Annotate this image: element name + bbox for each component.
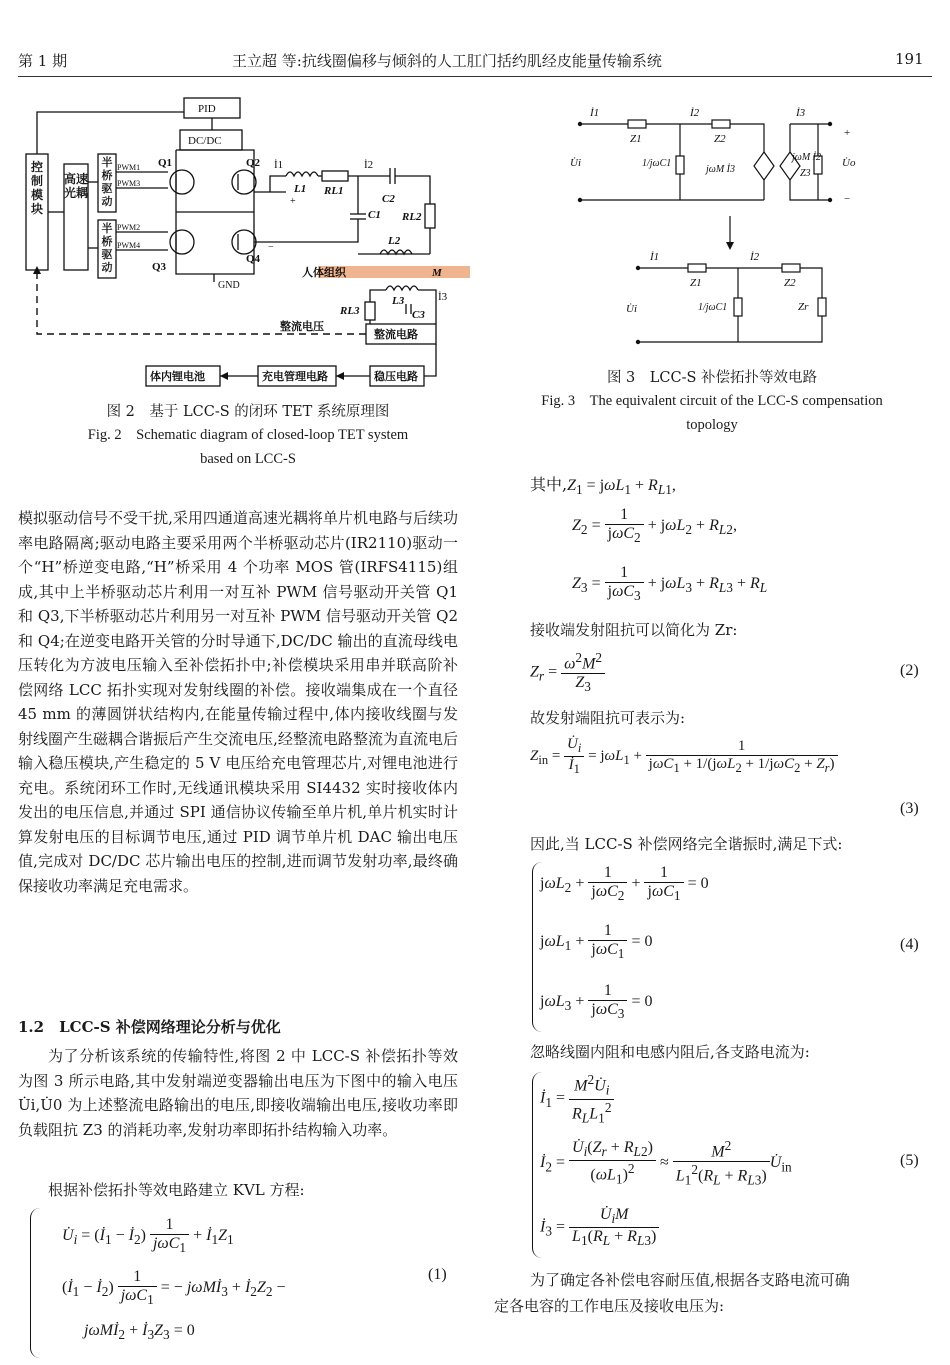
eq4-line2: jωL$_1$ + $\frac{1}{j\omega C_1}$ = 0 xyxy=(540,922,653,962)
c1-bottom-label: 1/jωC1 xyxy=(698,302,728,313)
z1-top-label: Z1 xyxy=(630,133,642,145)
plus-sign: + xyxy=(290,196,296,207)
header-rule xyxy=(18,76,932,77)
l2-label: L2 xyxy=(388,235,401,247)
fig3-caption-en-1: Fig. 3 The equivalent circuit of the LCC-S compensation xyxy=(541,393,883,409)
mosfet-q2 xyxy=(232,170,256,194)
eq1-line1: $U̇_i$ = ($İ_1$ − $İ_2$) $\frac{1}{j\omega C_1}$ + $İ_1Z_1$ xyxy=(62,1216,234,1256)
z2-bottom xyxy=(782,264,800,272)
z1-bottom-label: Z1 xyxy=(690,277,702,289)
paragraph-final-1: 为了确定各补偿电容耐压值,根据各支路电流可确 xyxy=(530,1271,850,1289)
control-label: 控制模块 xyxy=(30,160,43,216)
charge-label: 充电管理电路 xyxy=(262,371,328,383)
eq1-brace xyxy=(30,1208,53,1358)
plus-top: + xyxy=(844,127,851,139)
fig2-schematic xyxy=(18,92,478,392)
pwm4-label: PWM4 xyxy=(117,241,141,250)
rl2-label: RL2 xyxy=(402,211,422,223)
l3-label: L3 xyxy=(392,295,405,307)
paragraph-input: 故发射端阻抗可表示为: xyxy=(530,709,686,727)
source1 xyxy=(754,152,774,180)
gnd-label: GND xyxy=(218,280,240,291)
l1-label: L1 xyxy=(294,183,307,195)
paragraph-currents: 忽略线圈内阻和电感内阻后,各支路电流为: xyxy=(530,1043,810,1061)
section-heading: 1.2 LCC-S 补偿网络理论分析与优化 xyxy=(18,1018,281,1036)
paragraph-analysis: 为了分析该系统的传输特性,将图 2 中 LCC-S 补偿拓扑等效为图 3 所示电路,其中发射端逆变器输出电压为下图中的输入电压 U̇i,U̇0 为上述整流电路输出的电压,即接收端输出电压,接收功率即负载阻抗 Z3 的消耗功率,发射功率即拓扑结构输入功率。 xyxy=(18,1047,458,1139)
c3-label: C3 xyxy=(412,309,425,321)
rl3-label: RL3 xyxy=(340,305,360,317)
tissue-label: 人体组织 xyxy=(302,267,346,279)
src1-label: jωM İ3 xyxy=(706,164,735,175)
z2-definition: $Z_2$ = $\frac{1}{j\omega C_2}$ + $j\omega L_2 + R_{L2}$, xyxy=(572,506,737,546)
regulator-label: 稳压电路 xyxy=(374,371,418,383)
rectifier-label: 整流电路 xyxy=(374,329,418,341)
eq5-line2: $İ_2$ = $\frac{U̇_i(Z_r + R_{L2})}{(\omega L_1)^2}$ ≈ $\frac{M^2}{L_1^2(R_L + R_{L3})}$ $U̇_{in}$ xyxy=(540,1138,792,1188)
eq5-line3: $İ_3$ = $\frac{U̇_iM}{L_1(R_L + R_{L3})}$ xyxy=(540,1206,659,1249)
z1-definition: 其中$,Z_1 = j\omega L_1 + R_{L1}$, xyxy=(530,475,676,498)
optocoupler-label: 高速光耦 xyxy=(64,172,89,200)
q2-label: Q2 xyxy=(246,157,261,169)
where-label: 其中, xyxy=(530,475,568,494)
minus-top: − xyxy=(844,193,851,205)
running-title: 王立超 等:抗线圈偏移与倾斜的人工肛门括约肌经皮能量传输系统 xyxy=(232,52,662,70)
eq4-number: (4) xyxy=(900,936,919,953)
c1-bottom xyxy=(734,298,742,316)
rl3-resistor xyxy=(365,302,375,320)
fig2-caption-en-1: Fig. 2 Schematic diagram of closed-loop TET system xyxy=(87,427,409,443)
paragraph-final-2: 定各电容的工作电压及接收电压为: xyxy=(494,1297,725,1315)
fig2-caption-cn: 图 2 基于 LCC-S 的闭环 TET 系统原理图 xyxy=(106,404,390,420)
rect-voltage-label: 整流电压 xyxy=(280,321,324,333)
pid-label: PID xyxy=(198,103,216,115)
c1-top-label: 1/jωC1 xyxy=(642,158,672,169)
z3-definition: $Z_3$ = $\frac{1}{j\omega C_3}$ + $j\omega L_3 + R_{L3} + R_L$ xyxy=(572,564,768,604)
paragraph-kvl: 根据补偿拓扑等效电路建立 KVL 方程: xyxy=(48,1181,305,1199)
i1-label: İ1 xyxy=(274,159,284,171)
issue-number: 第 1 期 xyxy=(18,52,68,70)
page-number: 191 xyxy=(895,50,924,68)
eq3: $Z_{in}$ = $\frac{U̇_i}{İ_1}$ = jωL$_1$ + $\frac{1}{j\omega C_1 + 1/(j\omega L_2 + 1/j\omega C_2 + Z_r)}$ xyxy=(530,736,838,777)
i2-top-label: İ2 xyxy=(690,107,700,119)
i3-label: İ3 xyxy=(438,291,448,303)
left-body xyxy=(18,506,458,898)
eq1-line2: ($İ_1$ − $İ_2$) $\frac{1}{j\omega C_1}$ = − jωMİ$_3$ + $İ_2Z_2$ − xyxy=(62,1268,286,1308)
c1-label: C1 xyxy=(368,209,381,221)
uo-top-label: U̇o xyxy=(842,157,856,169)
z2-top xyxy=(712,120,730,128)
fig2-caption-en-2: based on LCC-S xyxy=(200,451,296,467)
i2-label: İ2 xyxy=(364,159,374,171)
eq5-number: (5) xyxy=(900,1152,919,1169)
c2-label: C2 xyxy=(382,193,395,205)
z1-bottom xyxy=(688,264,706,272)
halfbridge2-label: 半桥驱动 xyxy=(101,222,113,274)
q4-label: Q4 xyxy=(246,253,261,265)
eq3-number: (3) xyxy=(900,800,919,817)
eq4-line3: jωL$_3$ + $\frac{1}{j\omega C_3}$ = 0 xyxy=(540,982,653,1022)
rl1-resistor xyxy=(322,171,348,181)
i1-top-label: İ1 xyxy=(590,107,600,119)
eq5-line1: $İ_1$ = $\frac{M^2U̇_i}{R_LL_1^2}$ xyxy=(540,1072,614,1126)
i2-bottom-label: İ2 xyxy=(750,251,760,263)
mosfet-q3 xyxy=(170,230,194,254)
eq2: $Z_r$ = $\frac{\omega^2M^2}{Z_3}$ xyxy=(530,650,605,696)
zr-bottom xyxy=(818,298,826,316)
halfbridge1-label: 半桥驱动 xyxy=(101,156,113,208)
i1-bottom-label: İ1 xyxy=(650,251,660,263)
eq1-number: (1) xyxy=(428,1266,447,1283)
z2-top-label: Z2 xyxy=(714,133,726,145)
mosfet-q4 xyxy=(232,230,256,254)
z3-top-label: Z3 xyxy=(800,168,811,179)
paragraph-resonance: 因此,当 LCC-S 补偿网络完全谐振时,满足下式: xyxy=(530,835,843,853)
ui-bottom-label: U̇i xyxy=(626,303,637,315)
pwm2-label: PWM2 xyxy=(117,223,141,232)
battery-label: 体内锂电池 xyxy=(150,371,205,383)
pwm3-label: PWM3 xyxy=(117,179,141,188)
paragraph-simplify: 接收端发射阻抗可以简化为 Zr: xyxy=(530,621,738,639)
dcdc-label: DC/DC xyxy=(188,135,222,147)
zr-label: Zr xyxy=(798,301,809,313)
pwm1-label: PWM1 xyxy=(117,163,141,172)
rl2-resistor xyxy=(425,204,435,228)
i3-top-label: İ3 xyxy=(796,107,806,119)
fig3-caption-en-2: topology xyxy=(686,417,738,433)
ui-top-label: U̇i xyxy=(570,157,581,169)
fig3-caption-cn: 图 3 LCC-S 补偿拓扑等效电路 xyxy=(606,370,818,386)
eq2-number: (2) xyxy=(900,662,919,679)
z2-bottom-label: Z2 xyxy=(784,277,796,289)
eq4-line1: jωL$_2$ + $\frac{1}{j\omega C_2}$ + $\frac{1}{j\omega C_1}$ = 0 xyxy=(540,864,709,904)
minus-sign: − xyxy=(268,242,274,253)
paragraph-system: 模拟驱动信号不受干扰,采用四通道高速光耦将单片机电路与后续功率电路隔离;驱动电路主要采用两个半桥驱动芯片(IR2110)驱动一个“H”桥逆变电路,“H”桥采用 4 个功率 MOS 管(IRFS4115)组成,其中上半桥驱动芯片利用一对互补 PWM 信号驱动开关管 Q1 和 Q3,下半桥驱动芯片利用另一对互补 PWM 信号驱动开关管 Q2 和 Q4;在逆变电路开关管的分时导通下,DC/DC 输出的直流母线电压转化为方波电压输入至补偿拓扑中;补偿模块采用串并联高阶补偿网络 LCC 拓扑实现对发射线圈的补偿。接收端集成在一个直径 45 mm 的薄圆饼状结构内,在能量传输过程中,体内接收线圈与发射线圈产生磁耦合谐振后产生交流电压,经整流电路整流为直流电后输入稳压模块,产生稳定的 5 V 电压给充电管理芯片,对锂电池进行充电。系统闭环工作时,无线通讯模块采用 SI4432 实时接收体内发出的电压信息,并通过 SPI 通信协议传输至单片机,单片机实时计算发射电压的目标调节电压,通过 PID 调节单片机 DAC 输出电压值,完成对 DC/DC 芯片输出电压的控制,进而调节发射功率,最终确保接收功率满足充电需求。 xyxy=(18,509,458,895)
c1-top xyxy=(676,156,684,174)
rl1-label: RL1 xyxy=(324,185,344,197)
z1-top xyxy=(628,120,646,128)
mosfet-q1 xyxy=(170,170,194,194)
src2-label: jωM İ2 xyxy=(792,152,821,163)
q1-label: Q1 xyxy=(158,157,173,169)
q3-label: Q3 xyxy=(152,261,167,273)
eq1-line3: jωMİ$_2$ + $İ_3Z_3 = 0$ xyxy=(84,1322,195,1343)
m-label: M xyxy=(432,267,442,279)
fig3-equivalent-circuit xyxy=(560,92,880,362)
